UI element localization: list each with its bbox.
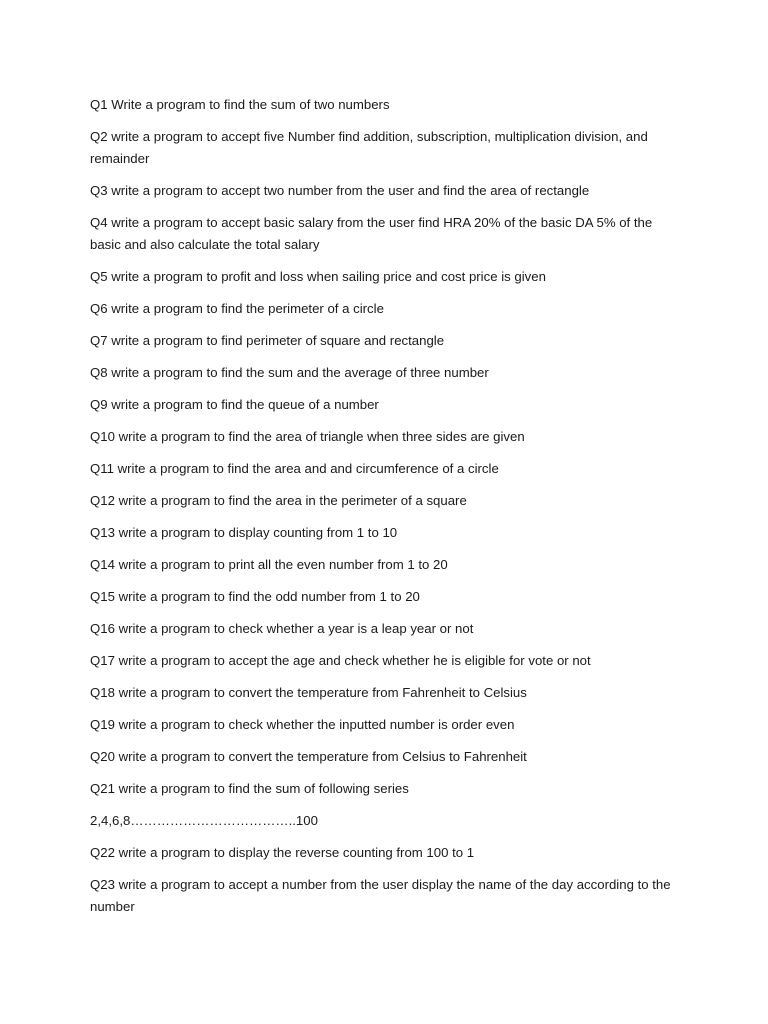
- paragraph-q16: Q16 write a program to check whether a year is a leap year or not: [90, 621, 474, 636]
- paragraph-q22: Q22 write a program to display the reverse counting from 100 to 1: [90, 845, 475, 860]
- paragraph-q19: Q19 write a program to check whether the inputted number is order even: [90, 717, 515, 732]
- paragraph-q23: Q23 write a program to accept a number from the user display the name of the day according to the number: [90, 877, 671, 914]
- paragraph-q6: Q6 write a program to find the perimeter of a circle: [90, 301, 384, 316]
- paragraph-q7: Q7 write a program to find perimeter of square and rectangle: [90, 333, 445, 348]
- paragraph-q21: Q21 write a program to find the sum of following series: [90, 781, 409, 796]
- paragraph-q5: Q5 write a program to profit and loss when sailing price and cost price is given: [90, 269, 546, 284]
- paragraph-series: 2,4,6,8………………………………..100: [90, 813, 318, 828]
- paragraph-q15: Q15 write a program to find the odd number from 1 to 20: [90, 589, 420, 604]
- paragraph-q11: Q11 write a program to find the area and and circumference of a circle: [90, 461, 499, 476]
- paragraph-q2: Q2 write a program to accept five Number find addition, subscription, multiplication division, and remainder: [90, 129, 648, 166]
- paragraph-q14: Q14 write a program to print all the even number from 1 to 20: [90, 557, 448, 572]
- paragraph-q4: Q4 write a program to accept basic salary from the user find HRA 20% of the basic DA 5% of the basic and also calculate the total salary: [90, 215, 653, 252]
- paragraph-q20: Q20 write a program to convert the temperature from Celsius to Fahrenheit: [90, 749, 527, 764]
- paragraph-q17: Q17 write a program to accept the age and check whether he is eligible for vote or not: [90, 653, 591, 668]
- paragraph-q9: Q9 write a program to find the queue of a number: [90, 397, 379, 412]
- paragraph-q13: Q13 write a program to display counting from 1 to 10: [90, 525, 398, 540]
- paragraph-q1: Q1 Write a program to find the sum of two numbers: [90, 97, 390, 112]
- paragraph-q10: Q10 write a program to find the area of triangle when three sides are given: [90, 429, 525, 444]
- paragraph-q12: Q12 write a program to find the area in the perimeter of a square: [90, 493, 467, 508]
- document-body: [90, 94, 680, 928]
- paragraph-q3: Q3 write a program to accept two number from the user and find the area of rectangle: [90, 183, 590, 198]
- paragraph-q8: Q8 write a program to find the sum and the average of three number: [90, 365, 489, 380]
- paragraph-q18: Q18 write a program to convert the temperature from Fahrenheit to Celsius: [90, 685, 527, 700]
